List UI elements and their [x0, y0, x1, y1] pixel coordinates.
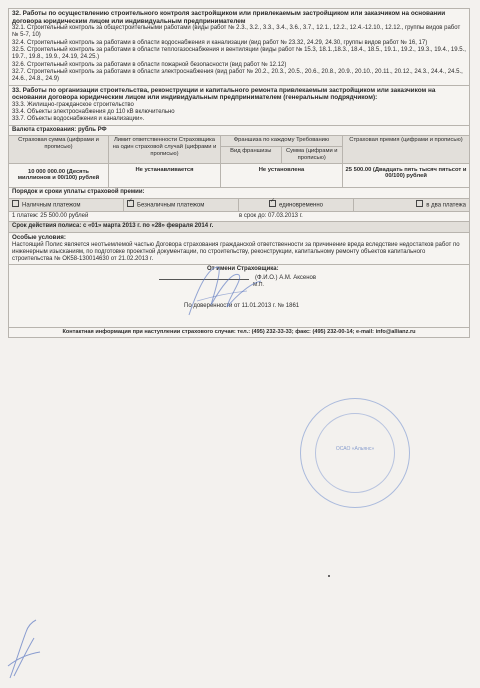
- header-franchise-title: Франшиза по каждому Требованию: [233, 137, 330, 144]
- payment-line: [9, 212, 469, 223]
- seal-place: М.П.: [253, 282, 264, 289]
- option-noncash-label: Безналичным платежом: [137, 202, 205, 209]
- signature-scribble-icon: [177, 261, 267, 319]
- value-limit: Не устанавливается: [109, 164, 221, 188]
- speck-icon: [328, 575, 330, 577]
- insurance-table-header: [9, 136, 469, 163]
- header-premium: Страховая премия (цифрами и прописью): [349, 137, 463, 144]
- franchise-subheader: [221, 146, 342, 163]
- header-sum: Страховая сумма (цифрами и прописью): [9, 136, 109, 162]
- checkbox-checked-icon: [269, 200, 276, 207]
- insurer-label: От имени Страховщика:: [207, 266, 279, 273]
- section-32: [9, 9, 469, 86]
- option-cash-label: Наличным платежом: [22, 202, 81, 209]
- section-33-item: 33.3. Жилищно-гражданское строительство: [12, 101, 134, 108]
- currency-row: Валюта страхования: рубль РФ: [9, 126, 469, 137]
- section-33-item: 33.4. Объекты электроснабжения до 110 кВ включительно: [12, 109, 175, 116]
- signature-block: [9, 265, 469, 328]
- section-32-item: 32.1. Строительный контроль за общестроительными работами (виды работ № 2.3., 3.2., 3.3., 3.4., 3.6., 3.7., 12.1., 12.2., 12.4.-12.10., 12.12., группы видов работ № 5-7, 10): [12, 25, 461, 39]
- section-32-item: 32.7. Строительный контроль за работами в области электроснабжения (вид работ № 20.2., 20.3., 20.5., 20.6., 20.8., 20.9., 20.10., 20.11., 20.12., 24.3., 24.4., 24.5., 24.6., 24.8., 24.9): [12, 68, 463, 83]
- payment-options: [9, 199, 469, 212]
- option-noncash: [124, 199, 239, 211]
- section-32-heading: 32. Работы по осуществлению строительного контроля застройщиком или привлекаемым застройщиком или заказчиком на основании договора юридическим лицом или индивидуальным предпринимателем: [12, 10, 446, 25]
- option-two-label: в два платежа: [426, 202, 466, 209]
- section-33-heading: 33. Работы по организации строительства, реконструкции и капитального ремонта привлекаемым застройщиком или заказчиком на основании договора юридическим лицом или индивидуальным предпринимателем (генеральным подрядчиком):: [12, 86, 436, 102]
- corner-initials-icon: [6, 618, 42, 682]
- option-once-label: единовременно: [279, 202, 323, 209]
- signatory-name: (Ф.И.О.) А.М. Аксенов: [255, 275, 317, 282]
- payment-heading: Порядок и сроки уплаты страховой премии:: [9, 188, 469, 199]
- insurance-table-row: [9, 164, 469, 189]
- value-franchise: Не установлена: [221, 164, 343, 188]
- section-33-item: 33.7. Объекты водоснабжения и канализации».: [12, 116, 145, 123]
- section-32-item: 32.4. Строительный контроль за работами в области водоснабжения и канализации (вид работ № 23.32, 24.29, 24.30, группы видов работ № 16, 17): [12, 39, 428, 46]
- special-text: Настоящий Полис является неотъемлемой частью Договора страхования гражданской ответственности за причинение вреда вследствие недостатков работ по инженерным изысканиям, по подготовке проектной документации, по строительству, реконструкции, капитальному ремонту объектов капитального строительства № ОК58-130014630 от 21.02.2013 г.: [12, 241, 460, 263]
- payment-due: в срок до: 07.03.2013 г.: [239, 212, 303, 219]
- policy-term: Срок действия полиса: с «01» марта 2013 г. по «28» февраля 2014 г.: [9, 222, 469, 233]
- option-once: [239, 199, 354, 211]
- special-heading: Особые условия:: [12, 233, 66, 241]
- value-sum: 10 000 000.00 (Десять миллионов и 00/100) рублей: [9, 164, 109, 188]
- header-franchise-type: Вид франшизы: [221, 147, 282, 163]
- section-32-item: 32.5. Строительный контроль за работами в области теплогазоснабжения и вентиляции (виды работ № 15.3, 18.1.,18.3., 18.4., 18.5., 19.1., 19.2., 19.3., 19.4., 19.5., 19.7., 19.8., 19.9., 24.19, 24.25.): [12, 47, 466, 61]
- option-two: [354, 199, 469, 211]
- header-franchise: [221, 136, 343, 162]
- section-33: [9, 86, 469, 126]
- stamp-text: ОСАО «Альянс»: [335, 446, 375, 452]
- checkbox-two-icon: [416, 200, 423, 207]
- checkbox-cash-icon: [12, 200, 19, 207]
- section-32-item: 32.6. Строительный контроль за работами в области пожарной безопасности (вид работ № 12.12): [12, 61, 287, 68]
- policy-page: [8, 8, 470, 338]
- header-franchise-sum: Сумма (цифрами и прописью): [285, 148, 338, 161]
- power-of-attorney: По доверенности от 11.01.2013 г. № 1861: [184, 303, 300, 310]
- contact-info: Контактная информация при наступлении страхового случая: тел.: (495) 232-33-33; факс: (495) 232-00-14; e-mail: info@allianz.ru: [62, 329, 416, 336]
- header-limit: Лимит ответственности Страховщика на один страховой случай (цифрами и прописью): [109, 136, 221, 162]
- checkbox-checked-icon: [127, 200, 134, 207]
- payment-amount: 1 платеж: 25 500.00 рублей: [12, 212, 89, 219]
- option-cash: [9, 199, 124, 211]
- company-stamp-icon: [300, 398, 410, 508]
- value-premium: 25 500.00 (Двадцать пять тысяч пятьсот и 00/100) рублей: [345, 166, 467, 180]
